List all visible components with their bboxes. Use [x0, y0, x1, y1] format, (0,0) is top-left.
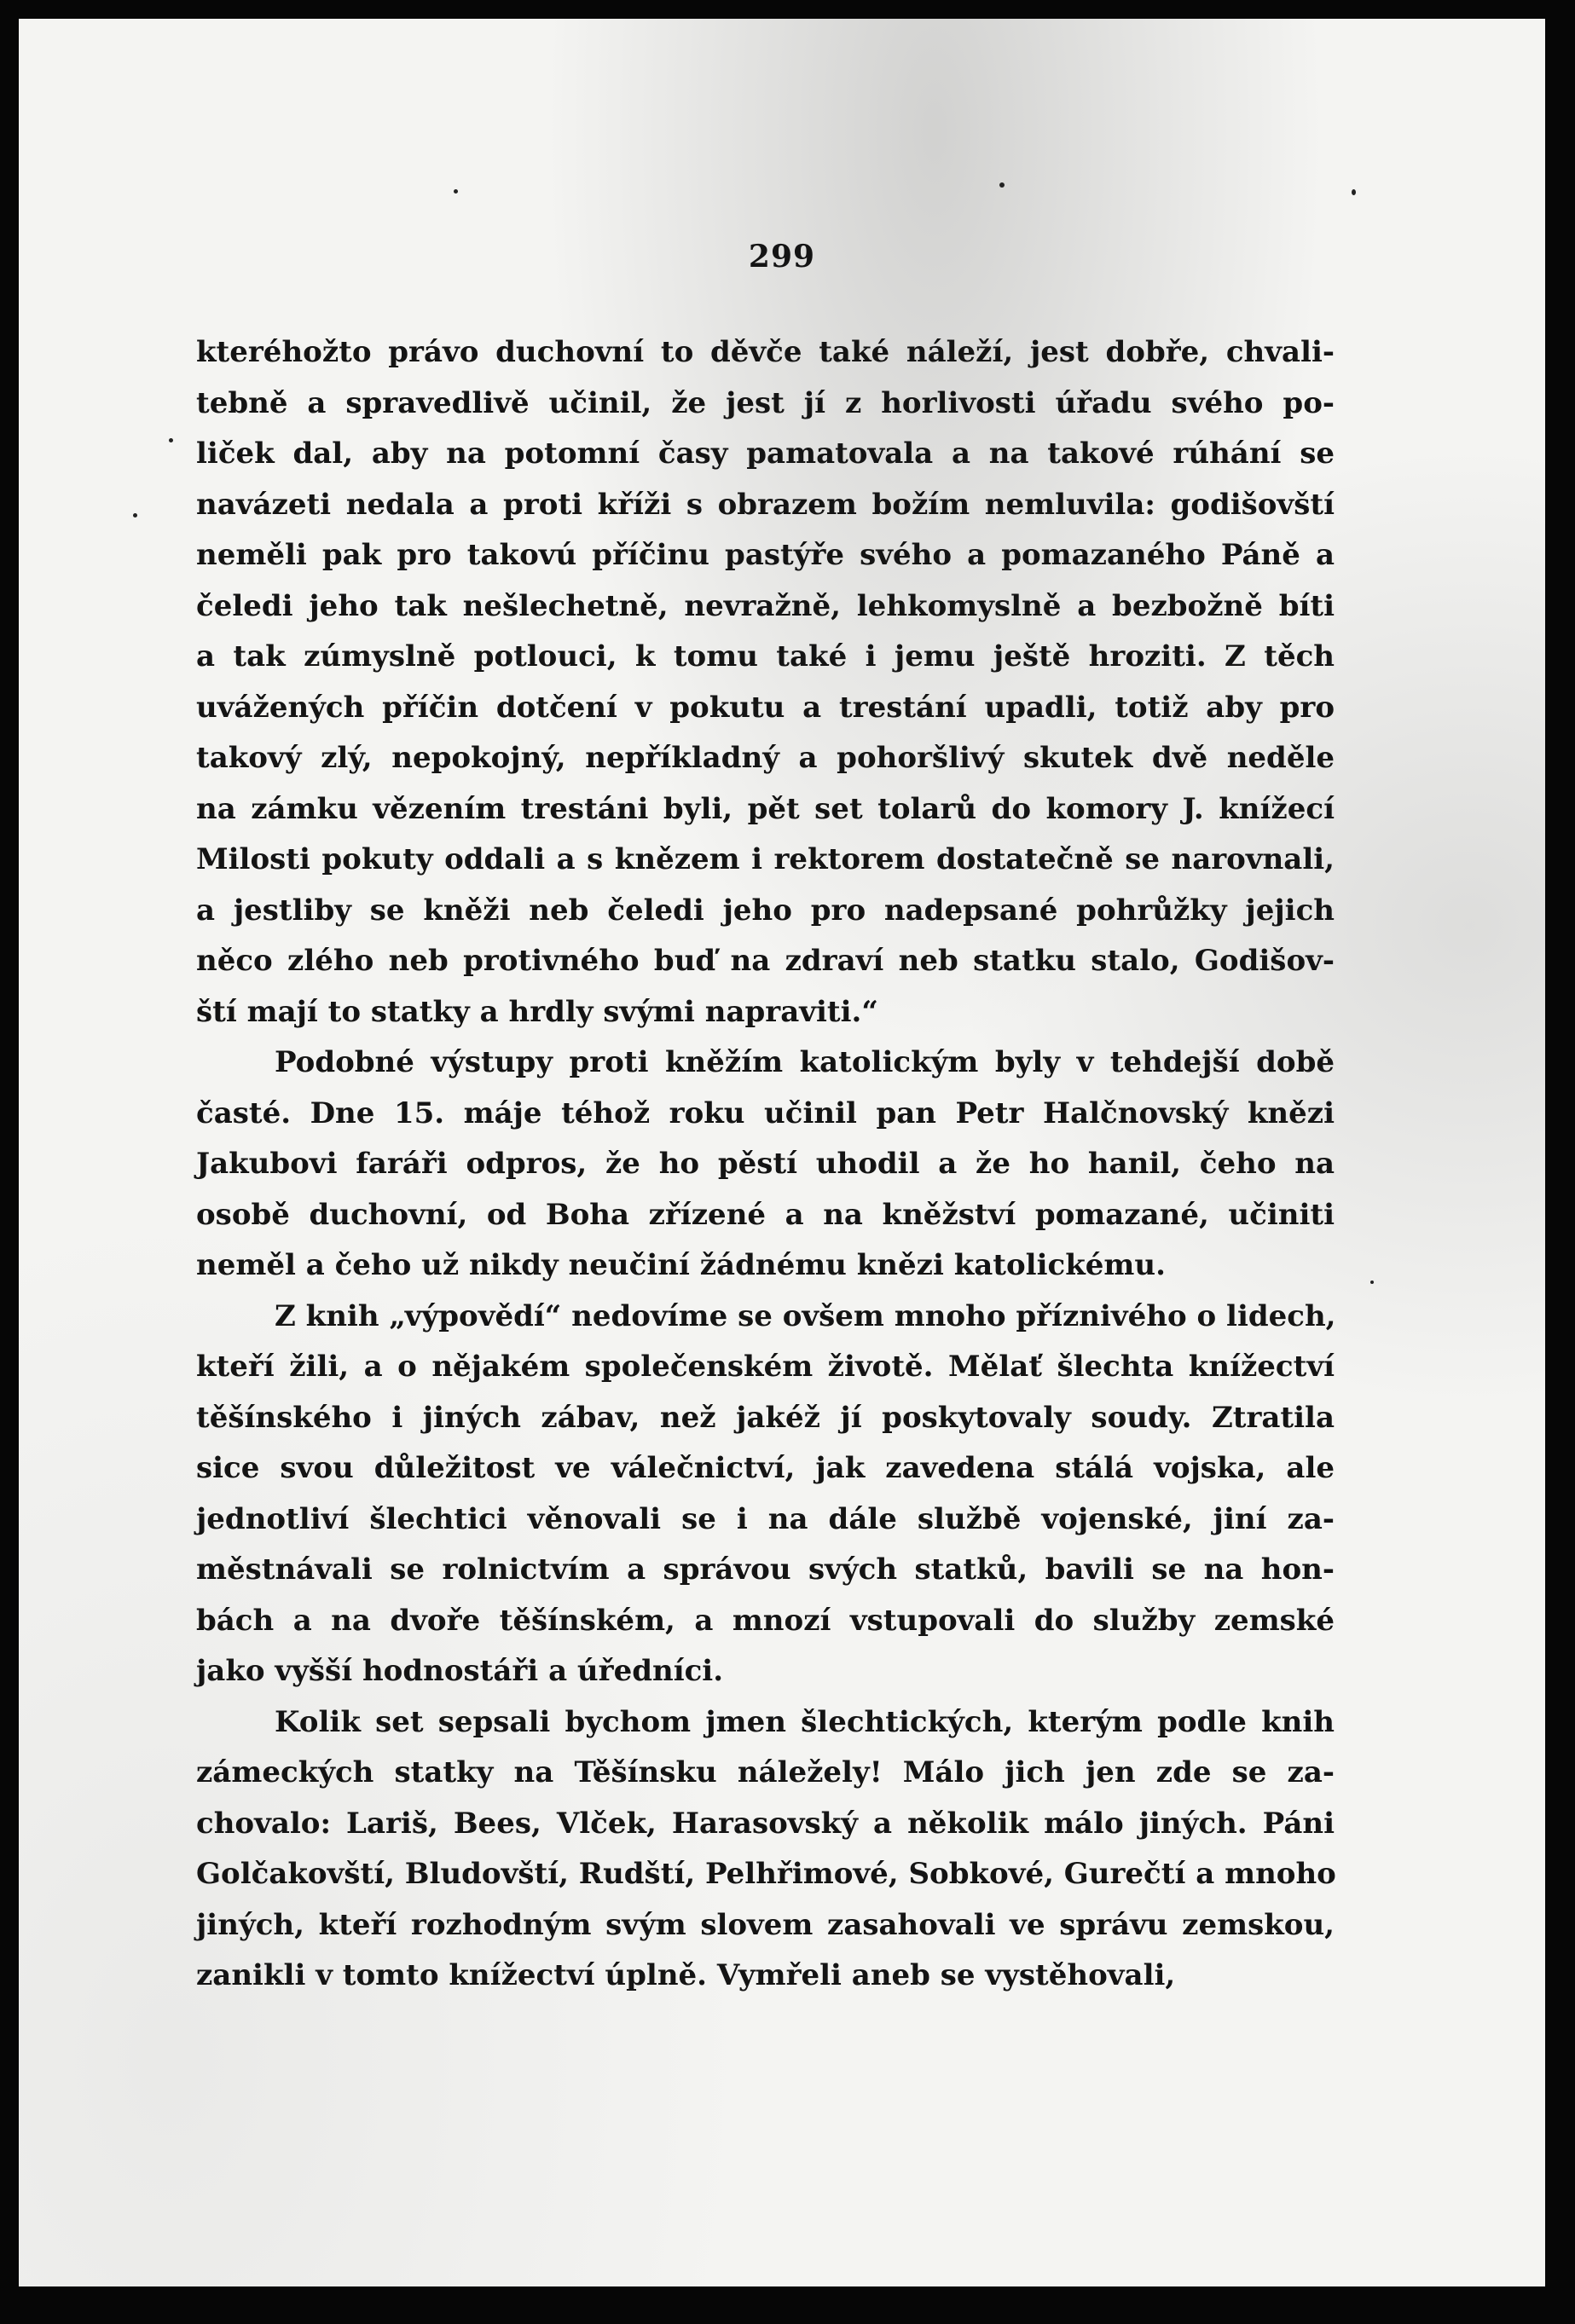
text-line: jednotliví šlechtici věnovali se i na dále službě vojenské, jiní za-	[196, 1501, 1335, 1536]
ink-speck	[169, 438, 173, 442]
text-line: bách a na dvoře těšínském, a mnozí vstupovali do služby zemské	[196, 1603, 1335, 1638]
text-line: kteří žili, a o nějakém společenském životě. Mělať šlechta knížectví	[196, 1350, 1335, 1384]
text-line: něco zlého neb protivného buď na zdraví neb statku stalo, Godišov-	[196, 944, 1335, 978]
text-line: sice svou důležitost ve válečnictví, jak zavedena stálá vojska, ale	[196, 1451, 1335, 1485]
text-line: navázeti nedala a proti kříži s obrazem božím nemluvila: godišovští	[196, 487, 1335, 522]
text-line: těšínského i jiných zábav, než jakéž jí poskytovaly soudy. Ztratila	[196, 1400, 1335, 1435]
text-line: osobě duchovní, od Boha zřízené a na kněžství pomazané, učiniti	[196, 1197, 1335, 1232]
text-line: zámeckých statky na Těšínsku náležely! Málo jich jen zde se za-	[196, 1755, 1335, 1789]
text-line: neměl a čeho už nikdy neučiní žádnému knězi katolickému.	[196, 1248, 1166, 1282]
text-line: na zámku vězením trestáni byli, pět set tolarů do komory J. knížecí	[196, 791, 1335, 826]
text-line: kteréhožto právo duchovní to děvče také náleží, jest dobře, chvali-	[196, 335, 1335, 369]
text-line: zanikli v tomto knížectví úplně. Vymřeli aneb se vystěhovali,	[196, 1958, 1176, 1992]
book-page	[19, 19, 1545, 2286]
ink-speck	[133, 513, 137, 517]
text-line: Jakubovi faráři odpros, že ho pěstí uhodil a že ho hanil, čeho na	[196, 1147, 1335, 1181]
text-line: Milosti pokuty oddali a s knězem i rektorem dostatečně se narovnali,	[196, 842, 1335, 876]
text-line: jako vyšší hodnostáři a úředníci.	[196, 1654, 724, 1688]
text-line: Podobné výstupy proti kněžím katolickým byly v tehdejší době	[275, 1045, 1335, 1079]
ink-speck	[999, 182, 1005, 188]
text-line: uvážených příčin dotčení v pokutu a trestání upadli, totiž aby pro	[196, 690, 1335, 725]
body-text	[196, 327, 1335, 2002]
text-line: takový zlý, nepokojný, nepříkladný a pohoršlivý skutek dvě neděle	[196, 741, 1335, 775]
text-line: časté. Dne 15. máje téhož roku učinil pan Petr Halčnovský knězi	[196, 1096, 1335, 1130]
text-line: jiných, kteří rozhodným svým slovem zasahovali ve správu zemskou,	[196, 1907, 1335, 1942]
text-line: tebně a spravedlivě učinil, že jest jí z horlivosti úřadu svého po-	[196, 385, 1335, 420]
text-line: neměli pak pro takovú příčinu pastýře svého a pomazaného Páně a	[196, 538, 1335, 572]
text-line: Golčakovští, Bludovští, Rudští, Pelhřimové, Sobkové, Gurečtí a mnoho	[196, 1857, 1336, 1891]
ink-speck	[1370, 1281, 1374, 1284]
ink-speck	[454, 189, 458, 194]
text-line: čeledi jeho tak nešlechetně, nevražně, lehkomyslně a bezbožně bíti	[196, 588, 1335, 623]
text-line: a jestliby se kněži neb čeledi jeho pro nadepsané pohrůžky jejich	[196, 893, 1335, 928]
ink-speck	[1352, 189, 1356, 195]
text-line: Kolik set sepsali bychom jmen šlechtických, kterým podle knih	[275, 1704, 1335, 1739]
text-line: liček dal, aby na potomní časy pamatovala a na takové rúhání se	[196, 436, 1335, 471]
text-line: chovalo: Lariš, Bees, Vlček, Harasovský a několik málo jiných. Páni	[196, 1806, 1335, 1841]
page-number: 299	[748, 239, 816, 275]
text-line: a tak zúmyslně potlouci, k tomu také i jemu ještě hroziti. Z těch	[196, 639, 1335, 673]
text-line: Z knih „výpovědí“ nedovíme se ovšem mnoho příznivého o lidech,	[275, 1298, 1336, 1333]
text-line: městnávali se rolnictvím a správou svých statků, bavili se na hon-	[196, 1552, 1335, 1587]
text-line: ští mají to statky a hrdly svými napraviti.“	[196, 994, 878, 1029]
